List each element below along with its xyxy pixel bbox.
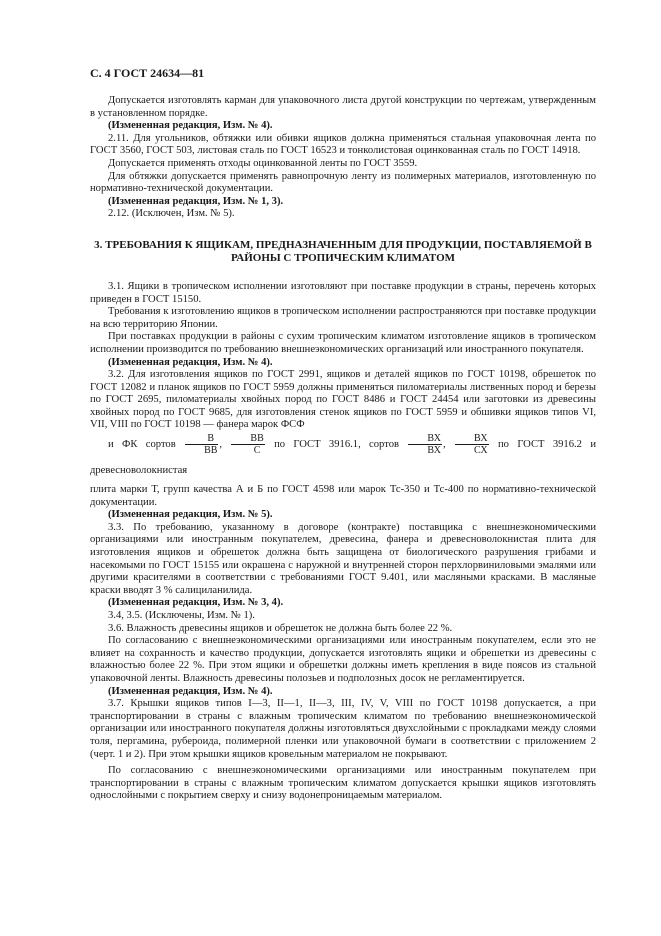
edition-note: (Измененная редакция, Изм. № 5). [108,509,273,521]
paragraph: 3.2. Для изготовления ящиков по ГОСТ 2991, ящиков и деталей ящиков по ГОСТ 10198, обрешеток по ГОСТ 12082 и планок ящиков по ГОСТ 5959 должны применяться пиломатериалы лиственных пород и березы по ГОСТ 2695, пиломатериалы хвойных пород по ГОСТ 8486 и ГОСТ 24454 или заготовки из древесины хвойных пород по ГОСТ 9685, для изготовления стенок ящиков по ГОСТ 5959 и обшивки ящиков типов VI, VII, VIII по ГОСТ 10198 — фанера марок ФСФ [90,369,596,431]
document-body [90,95,596,803]
edition-note: (Измененная редакция, Изм. № 4). [108,120,273,132]
fraction-denominator: ВХ [427,445,442,457]
fraction-denominator: СХ [474,445,488,457]
paragraph: 2.11. Для угольников, обтяжки или обивки ящиков должна применяться стальная упаковочная лента по ГОСТ 3560, ГОСТ 503, листовая сталь по ГОСТ 16523 и тонколистовая оцинкованная сталь по ГОСТ 14918. [90,132,596,157]
paragraph: Для обтяжки допускается применять равнопрочную ленту из полимерных материалов, изготовленную по нормативно-технической документации. [90,170,596,195]
paragraph: Допускается применять отходы оцинкованной ленты по ГОСТ 3559. [108,157,418,169]
paragraph: По согласованию с внешнеэкономическими организациями или иностранным покупателем при транспортировании в страны с влажным тропическим климатом допускается крышки ящиков изготовлять однослойными с покрытием сверху и снизу водонепроницаемым материалом. [90,765,596,802]
page-header: С. 4 ГОСТ 24634—81 [90,66,205,80]
fraction-text-2: по ГОСТ 3916.1, сортов [274,439,400,451]
fraction-line: и ФК сортов $\frac{В}{ВВ}$ , $\frac{ВВ}{С}$ по ГОСТ 3916.1, сортов $\frac{ВХ}{ВХ}$ , $\frac{ВХ}{СХ}$ по ГОСТ 3916.2 и древесноволокнистая [90,433,596,477]
paragraph: 3.1. Ящики в тропическом исполнении изготовляют при поставке продукции в страны, перечень которых приведен в ГОСТ 15150. [90,280,596,305]
section-body-b [90,484,596,803]
paragraph: 3.7. Крышки ящиков типов I—3, II—1, II—3, III, IV, V, VIII по ГОСТ 10198 допускается, а при транспортировании в страны с влажным тропическим климатом по требованию внешнеэкономической организации или иностранного покупателя должны изготовляться двухслойными с прокладками между слоями толя, пергамина, рубероида, полимерной пленки или упаковочной бумаги в соответствии с приложением 2 (черт. 1 и 2). При этом крышки ящиков кровельным материалом не покрывают. [90,698,596,760]
fraction-numerator: ВВ [231,433,264,445]
grade-fraction-3 [408,433,442,456]
paragraph: По согласованию с внешнеэкономическими организациями или иностранным покупателем, если это не влияет на сохранность и качество продукции, допускается изготовлять ящики и обрешетки из древесины с влажностью более 22 %. При этом ящики и обрешетки должны иметь крепления в виде поясов из стальной упаковочной ленты. Влажность древесины полозьев и подполозных досок не регламентируется. [90,635,596,684]
fraction-denominator: С [253,445,261,457]
edition-note: (Измененная редакция, Изм. № 1, 3). [108,195,284,207]
grade-fraction-2 [231,433,264,456]
fraction-numerator: ВХ [408,433,442,445]
edition-note: (Измененная редакция, Изм. № 4). [108,356,273,368]
intro-section [90,95,596,221]
paragraph: 2.12. (Исключен, Изм. № 5). [108,208,235,220]
paragraph: плита марки Т, групп качества А и Б по ГОСТ 4598 или марок Тс-350 и Тс-400 по нормативно-технической документации. [90,484,596,508]
edition-note: (Измененная редакция, Изм. № 3, 4). [108,597,284,609]
paragraph: Требования к изготовлению ящиков в тропическом исполнении распространяются при поставке продукции на всю территорию Японии. [90,306,596,330]
grade-fraction-1 [185,433,218,456]
section-body-a [90,281,596,432]
fraction-denominator: ВВ [204,445,218,457]
section-title: 3. ТРЕБОВАНИЯ К ЯЩИКАМ, ПРЕДНАЗНАЧЕННЫМ ДЛЯ ПРОДУКЦИИ, ПОСТАВЛЯЕМОЙ В РАЙОНЫ С ТРОПИЧЕСКИМ КЛИМАТОМ [94,238,592,264]
fraction-numerator: ВХ [455,433,489,445]
fraction-numerator: В [185,433,218,445]
fraction-text-1: и ФК сортов [108,439,176,451]
paragraph: 3.6. Влажность древесины ящиков и обрешеток не должна быть более 22 %. [108,622,453,634]
paragraph: При поставках продукции в районы с сухим тропическим климатом изготовление ящиков в тропическом исполнении производится по требованию внешнеэкономических организаций или иностранного покупателя. [90,331,596,355]
grade-fraction-4 [455,433,489,456]
paragraph: 3.3. По требованию, указанному в договоре (контракте) поставщика с внешнеэкономическими организациями или иностранным покупателем, древесина, фанера и древесноволокнистая плита для изготовления ящиков и обрешеток должна быть защищена от биологического разрушения грибами и насекомыми по ГОСТ 15155 или окрашена с наружной и внутренней сторон перхлорвиниловыми эмалями или другими красителями в соответствии с требованиями ГОСТ 9.401, или масляными красками. В масляные краски вводят 3 % салициланилида. [90,521,596,596]
edition-note: (Измененная редакция, Изм. № 4). [108,685,273,697]
paragraph: 3.4, 3.5. (Исключены, Изм. № 1). [108,610,255,621]
fraction-text-3: по ГОСТ 3916.2 и древесноволокнистая [90,439,596,477]
paragraph: Допускается изготовлять карман для упаковочного листа другой конструкции по чертежам, утвержденным в установленном порядке. [90,95,596,119]
